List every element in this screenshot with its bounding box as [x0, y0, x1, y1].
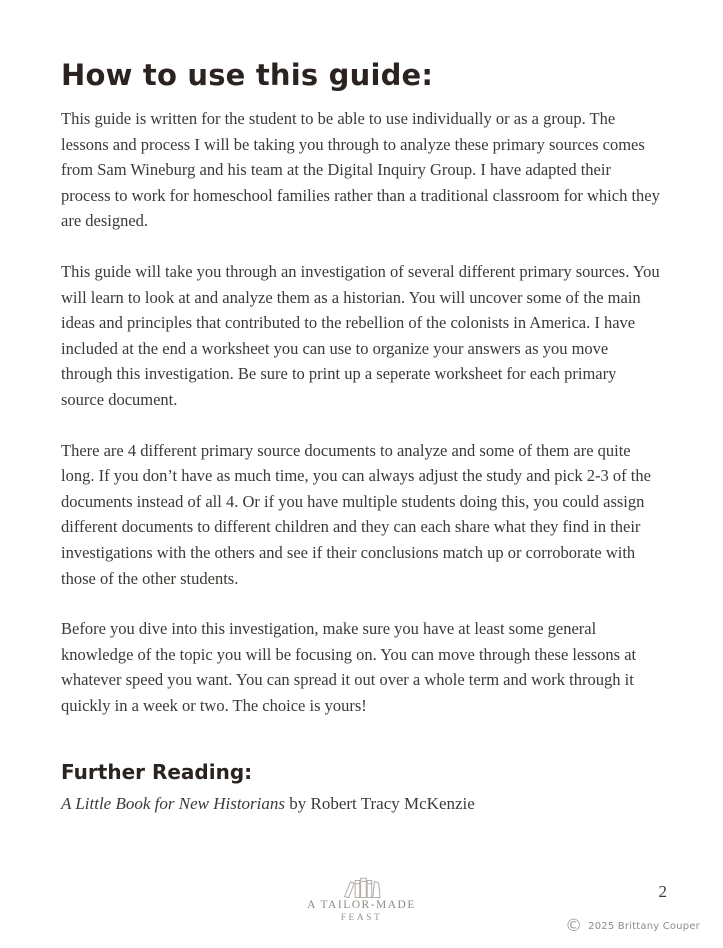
- book-author: by Robert Tracy McKenzie: [285, 794, 475, 814]
- page-number: 2: [658, 882, 667, 901]
- brand-subname: FEAST: [340, 913, 383, 923]
- copyright-line: [565, 917, 700, 935]
- copyright-text: 2025 Brittany Couper: [588, 920, 700, 932]
- further-reading-section: [61, 760, 663, 816]
- body-paragraph: This guide is written for the student to be able to use individually or as a group. The lessons and process I will be taking you through to analyze these primary sources comes from Sam Wineburg and his team at the Digital Inquiry Group. I have adapted their process to work for homeschool families rather than a traditional classroom for which they are designed.: [61, 109, 660, 231]
- body-paragraph: Before you dive into this investigation, make sure you have at least some general knowledge of the topic you will be focusing on. You can move through these lessons at whatever speed you want. You can spread it out over a whole term and work through it quickly in a week or two. The choice is yours!: [61, 619, 637, 715]
- page-title: How to use this guide:: [61, 58, 434, 92]
- brand-name: A TAILOR-MADE: [307, 899, 416, 911]
- body-paragraph: There are 4 different primary source documents to analyze and some of them are quite long. If you don’t have as much time, you can always adjust the study and pick 2-3 of the documents instead of all 4. Or if you have multiple students doing this, you could assign different documents to different children and they can each share what they find in their investigations with the others and see if their conclusions match up or corroborate with those of the other students.: [61, 440, 651, 588]
- book-reference: [61, 792, 663, 816]
- copyright-icon: ©: [565, 916, 583, 936]
- brand-logo: [307, 874, 416, 924]
- body-paragraph: This guide will take you through an investigation of several different primary sources. You will learn to look at and analyze them as a historian. You will uncover some of the main ideas and principles that contributed to the rebellion of the colonists in America. I have included at the end a worksheet you can use to organize your answers as you move through this investigation. Be sure to print up a seperate worksheet for each primary source document.: [61, 261, 660, 409]
- further-reading-title: Further Reading:: [61, 760, 253, 785]
- page-content: [61, 58, 663, 816]
- book-title: A Little Book for New Historians: [61, 794, 286, 814]
- books-logo-icon: [338, 874, 384, 898]
